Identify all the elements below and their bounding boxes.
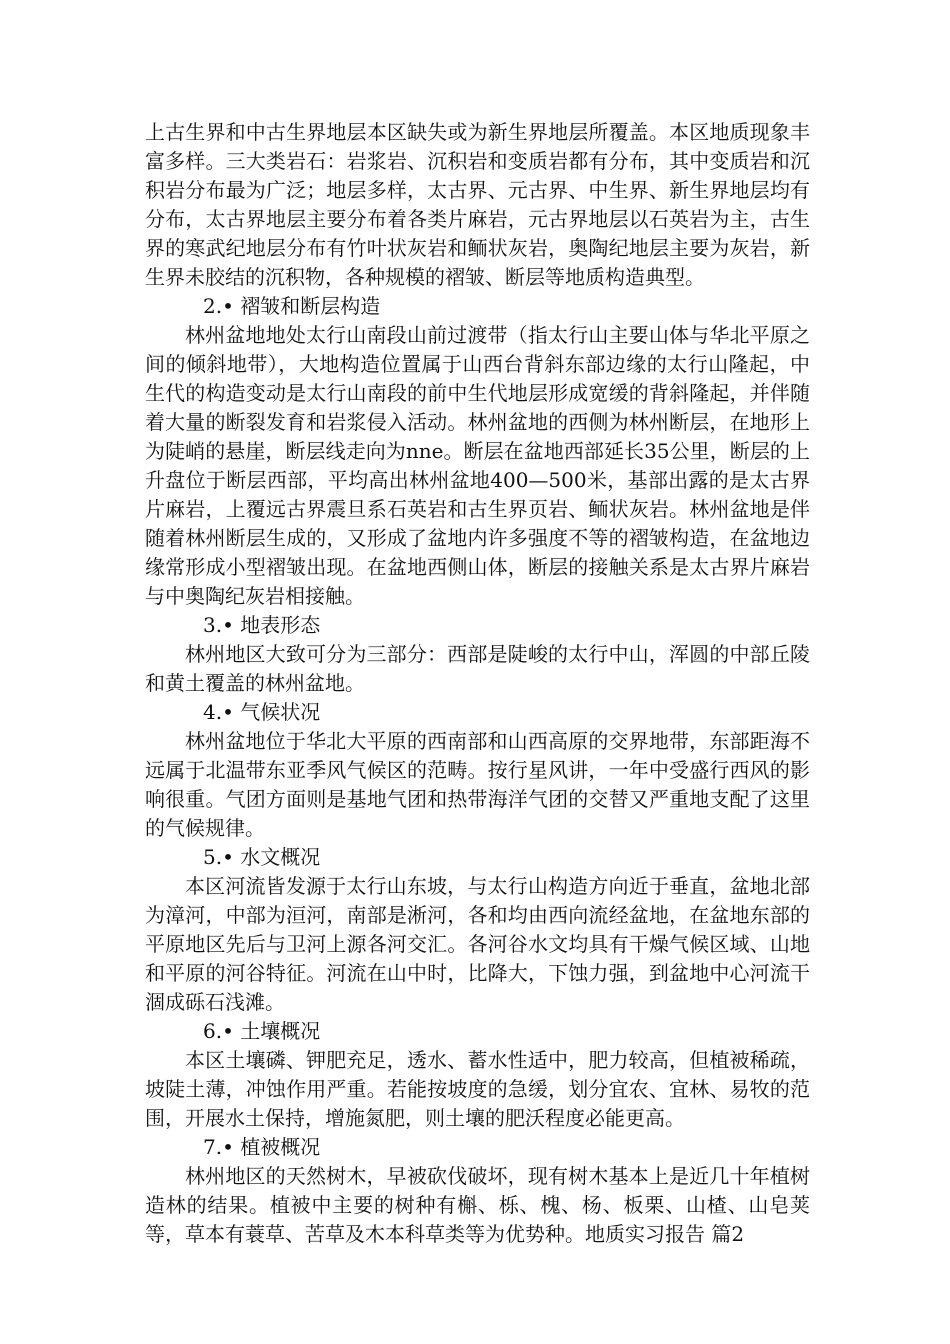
paragraph-strata-overview: 上古生界和中古生界地层本区缺失或为新生界地层所覆盖。本区地质现象丰富多样。三大类岩石：岩浆岩、沉积岩和变质岩都有分布，其中变质岩和沉积岩分布最为广泛；地层多样，太古界、元古界、中生界、新生界地层均有分布，太古界地层主要分布着各类片麻岩，元古界地层以石英岩为主，古生界的寒武纪地层分布有竹叶状灰岩和鲕状灰岩，奥陶纪地层主要为灰岩，新生界未胶结的沉积物，各种规模的褶皱、断层等地质构造典型。 [145,120,810,289]
paragraph-hydrology: 本区河流皆发源于太行山东坡，与太行山构造方向近于垂直，盆地北部为漳河，中部为洹河，南部是淅河，各和均由西向流经盆地，在盆地东部的平原地区先后与卫河上源各河交汇。各河谷水文均具有干燥气候区域、山地和平原的河谷特征。河流在山中时，比降大，下蚀力强，到盆地中心河流干涸成砾石浅滩。 [145,874,810,1014]
paragraph-vegetation: 林州地区的天然树木，早被砍伐破坏，现有树木基本上是近几十年植树造林的结果。植被中主要的树种有槲、栎、槐、杨、板栗、山楂、山皂荚等，草本有蓑草、苦草及木本科草类等为优势种。地质实习报告 篇2 [145,1164,810,1246]
paragraph-landform: 林州地区大致可分为三部分：西部是陡峻的太行中山，浑圆的中部丘陵和黄土覆盖的林州盆地。 [145,642,810,695]
section-heading-climate: 4.• 气候状况 [203,700,321,724]
section-heading-hydrology: 5.• 水文概况 [203,845,321,869]
paragraph-soil: 本区土壤磷、钾肥充足，透水、蓄水性适中，肥力较高，但植被稀疏，坡陡土薄，冲蚀作用严重。若能按坡度的急缓，划分宜农、宜林、易牧的范围，开展水土保持，增施氮肥，则土壤的肥沃程度必能更高。 [145,1048,810,1130]
section-heading-folds-faults: 2.• 褶皱和断层构造 [203,294,381,318]
section-heading-landform: 3.• 地表形态 [203,613,321,637]
paragraph-climate: 林州盆地位于华北大平原的西南部和山西高原的交界地带，东部距海不远属于北温带东亚季风气候区的范畴。按行星风讲，一年中受盛行西风的影响很重。气团方面则是基地气团和热带海洋气团的交替又严重地支配了这里的气候规律。 [145,729,810,840]
document-page [145,118,810,1249]
section-heading-soil: 6.• 土壤概况 [203,1019,321,1043]
section-heading-vegetation: 7.• 植被概况 [203,1135,321,1159]
paragraph-folds-faults: 林州盆地地处太行山南段山前过渡带（指太行山主要山体与华北平原之间的倾斜地带），大地构造位置属于山西台背斜东部边缘的太行山隆起，中生代的构造变动是太行山南段的前中生代地层形成宽缓的背斜隆起，并伴随着大量的断裂发育和岩浆侵入活动。林州盆地的西侧为林州断层，在地形上为陡峭的悬崖，断层线走向为nne。断层在盆地西部延长35公里，断层的上升盘位于断层西部，平均高出林州盆地400—500米，基部出露的是太古界片麻岩，上覆远古界震旦系石英岩和古生界页岩、鲕状灰岩。林州盆地是伴随着林州断层生成的，又形成了盆地内许多强度不等的褶皱构造，在盆地边缘常形成小型褶皱出现。在盆地西侧山体，断层的接触关系是太古界片麻岩与中奥陶纪灰岩相接触。 [145,323,810,608]
